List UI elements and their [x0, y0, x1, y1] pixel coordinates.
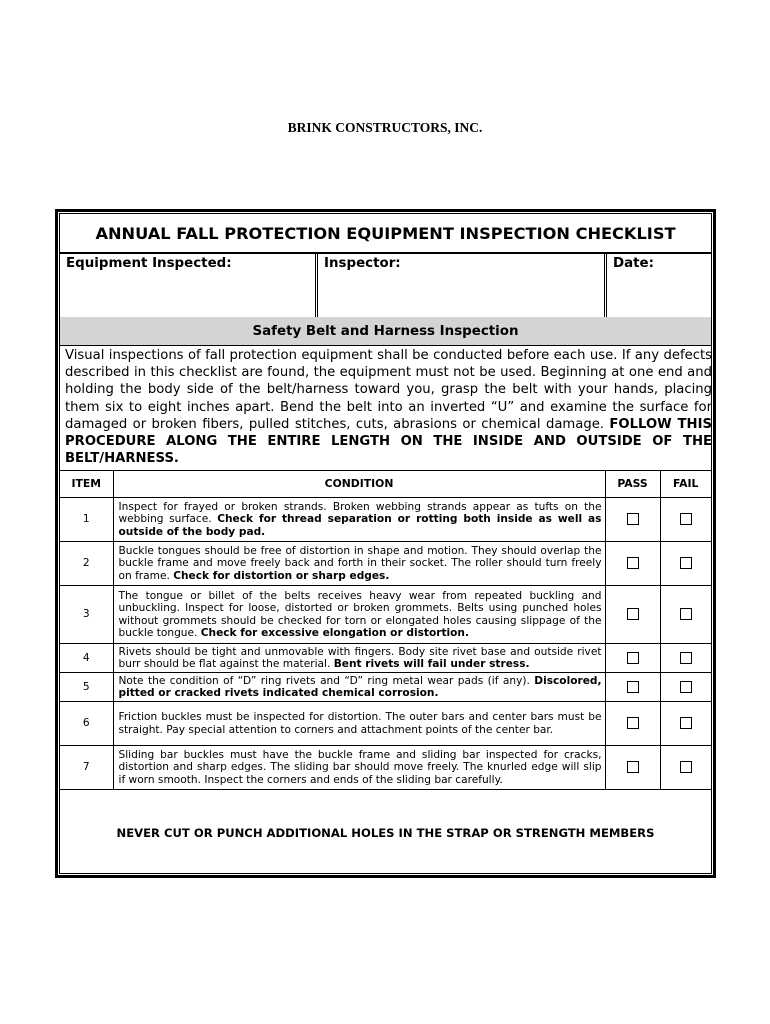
- item-number: 1: [60, 498, 113, 542]
- pass-checkbox[interactable]: [627, 761, 639, 773]
- condition-text: Note the condition of “D” ring rivets and “D” ring metal wear pads (if any).: [118, 674, 530, 687]
- condition-emphasis: Check for distortion or sharp edges.: [173, 569, 390, 582]
- condition-cell: [113, 542, 605, 586]
- fail-cell: [660, 673, 711, 702]
- fail-header: FAIL: [660, 471, 711, 498]
- condition-header: CONDITION: [113, 471, 605, 498]
- condition-cell: [113, 644, 605, 673]
- fail-checkbox[interactable]: [680, 681, 692, 693]
- pass-cell: [605, 542, 660, 586]
- item-header: ITEM: [60, 471, 113, 498]
- condition-emphasis: Check for thread separation or rotting both inside as well as outside of the body pad.: [118, 513, 602, 538]
- pass-cell: [605, 702, 660, 746]
- table-row: [60, 542, 711, 586]
- pass-cell: [605, 746, 660, 790]
- condition-text: Friction buckles must be inspected for distortion. The outer bars and center bars must be straight. Pay special attention to corners and attachment points of the center bar.: [118, 711, 602, 736]
- pass-cell: [605, 586, 660, 644]
- inspector-field[interactable]: [315, 252, 604, 317]
- fail-cell: [660, 542, 711, 586]
- inspection-table: [60, 470, 711, 790]
- condition-text: Buckle tongues should be free of distortion in shape and motion. They should overlap the buckle frame and move freely back and forth in their socket. The roller should turn freely on frame.: [118, 544, 602, 582]
- fail-checkbox[interactable]: [680, 717, 692, 729]
- equipment-inspected-label: Equipment Inspected:: [66, 256, 232, 271]
- item-number: 3: [60, 586, 113, 644]
- condition-text: The tongue or billet of the belts receives heavy wear from repeated buckling and unbuckling. Inspect for loose, distorted or broken grommets. Belts using punched holes without grommets should be checked for torn or elongated holes causing slippage of the buckle tongue.: [118, 589, 602, 639]
- condition-cell: [113, 746, 605, 790]
- company-name: BRINK CONSTRUCTORS, INC.: [287, 120, 483, 135]
- fail-checkbox[interactable]: [680, 557, 692, 569]
- pass-cell: [605, 644, 660, 673]
- item-number: 7: [60, 746, 113, 790]
- condition-cell: [113, 586, 605, 644]
- condition-cell: [113, 498, 605, 542]
- pass-cell: [605, 498, 660, 542]
- fail-cell: [660, 702, 711, 746]
- fail-checkbox[interactable]: [680, 513, 692, 525]
- table-row: [60, 702, 711, 746]
- pass-checkbox[interactable]: [627, 652, 639, 664]
- header-fields: [60, 252, 711, 318]
- condition-emphasis: Bent rivets will fail under stress.: [333, 658, 530, 670]
- fail-cell: [660, 746, 711, 790]
- table-row: [60, 586, 711, 644]
- condition-cell: [113, 673, 605, 702]
- item-number: 2: [60, 542, 113, 586]
- date-field[interactable]: [604, 252, 711, 317]
- fail-cell: [660, 586, 711, 644]
- footer-warning: NEVER CUT OR PUNCH ADDITIONAL HOLES IN THE STRAP OR STRENGTH MEMBERS: [116, 826, 655, 840]
- item-number: 4: [60, 644, 113, 673]
- fail-checkbox[interactable]: [680, 652, 692, 664]
- condition-emphasis: Discolored, pitted or cracked rivets indicated chemical corrosion.: [118, 674, 602, 699]
- pass-checkbox[interactable]: [627, 513, 639, 525]
- checklist-title: ANNUAL FALL PROTECTION EQUIPMENT INSPECTION CHECKLIST: [60, 214, 711, 254]
- condition-text: Inspect for frayed or broken strands. Broken webbing strands appear as tufts on the webbing surface.: [118, 500, 602, 526]
- inspector-label: Inspector:: [324, 256, 401, 271]
- condition-emphasis: Check for excessive elongation or distortion.: [200, 626, 469, 639]
- table-row: [60, 644, 711, 673]
- equipment-inspected-field[interactable]: [60, 252, 315, 317]
- condition-cell: [113, 702, 605, 746]
- checklist-form: [55, 209, 716, 878]
- section-heading: Safety Belt and Harness Inspection: [60, 317, 711, 346]
- instructions-text: Visual inspections of fall protection equipment shall be conducted before each use. If any defects described in this checklist are found, the equipment must not be used. Beginning at one end and holding the body side of the belt/harness toward you, grasp the belt with your hands, placing them six to eight inches apart. Bend the belt into an inverted “U” and examine the surface for damaged or broken fibers, pulled stitches, cuts, abrasions or chemical damage.: [65, 348, 712, 432]
- fail-checkbox[interactable]: [680, 761, 692, 773]
- table-header-row: [60, 471, 711, 498]
- pass-header: PASS: [605, 471, 660, 498]
- condition-text: Rivets should be tight and unmovable with fingers. Body site rivet base and outside rivet burr should be flat against the material.: [118, 645, 602, 670]
- table-row: [60, 498, 711, 542]
- item-number: 6: [60, 702, 113, 746]
- pass-checkbox[interactable]: [627, 608, 639, 620]
- table-row: [60, 746, 711, 790]
- item-number: 5: [60, 673, 113, 702]
- table-row: [60, 673, 711, 702]
- instructions: [65, 347, 712, 467]
- fail-cell: [660, 644, 711, 673]
- pass-checkbox[interactable]: [627, 717, 639, 729]
- instructions-emphasis: FOLLOW THIS PROCEDURE ALONG THE ENTIRE LENGTH ON THE INSIDE AND OUTSIDE OF THE BELT/HARNESS.: [65, 416, 712, 467]
- condition-text: Sliding bar buckles must have the buckle frame and sliding bar inspected for cracks, distortion and sharp edges. The sliding bar should move freely. The knurled edge will slip if worn smooth. Inspect the corners and ends of the sliding bar carefully.: [118, 748, 602, 786]
- pass-cell: [605, 673, 660, 702]
- pass-checkbox[interactable]: [627, 557, 639, 569]
- fail-cell: [660, 498, 711, 542]
- pass-checkbox[interactable]: [627, 681, 639, 693]
- date-label: Date:: [613, 256, 654, 271]
- fail-checkbox[interactable]: [680, 608, 692, 620]
